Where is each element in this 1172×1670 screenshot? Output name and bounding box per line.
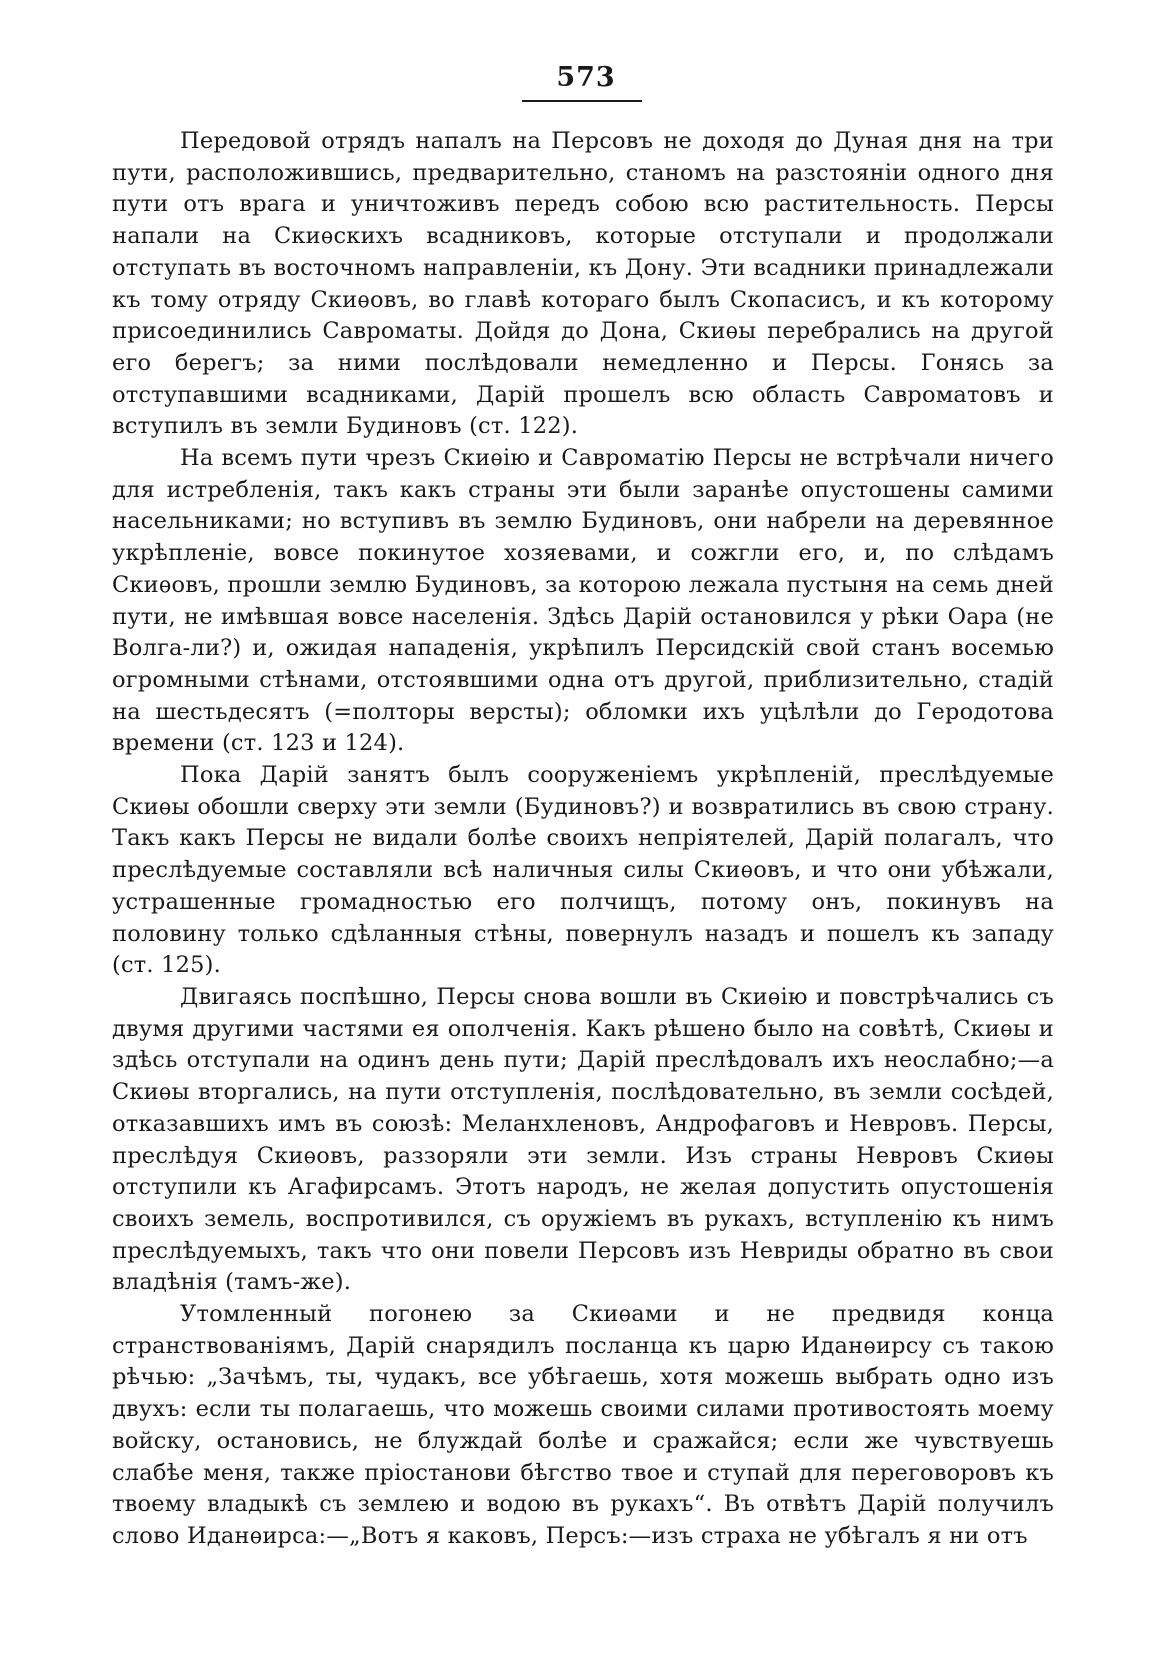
- paragraph-4: Двигаясь поспѣшно, Персы снова вошли въ Скиѳію и повстрѣчались съ двумя другими частями ея ополченія. Какъ рѣшено было на совѣтѣ, Скиѳы и здѣсь отступали на одинъ день пути; Дарій преслѣдовалъ ихъ неослабно;—а Скиѳы вторгались, на пути отступленія, послѣдовательно, въ земли сосѣдей, отказавшихъ имъ въ союзѣ: Меланхленовъ, Андрофаговъ и Невровъ. Персы, преслѣдуя Скиѳовъ, раззоряли эти земли. Изъ страны Невровъ Скиѳы отступили къ Агафирсамъ. Этотъ народъ, не желая допустить опустошенія своихъ земель, воспротивился, съ оружіемъ въ рукахъ, вступленію къ нимъ преслѣдуемыхъ, такъ что они повели Персовъ изъ Невриды обратно въ свои владѣнія (тамъ-же).: [112, 983, 1054, 1296]
- paragraph-5: Утомленный погонею за Скиѳами и не предвидя конца странствованіямъ, Дарій снарядилъ посланца къ царю Иданѳирсу съ такою рѣчью: „Зачѣмъ, ты, чудакъ, все убѣгаешь, хотя можешь выбрать одно изъ двухъ: если ты полагаешь, что можешь своими силами противостоять моему войску, остановись, не блуждай болѣе и сражайся; если же чувствуешь слабѣе меня, также пріостанови бѣгство твое и ступай для переговоровъ къ твоему владыкѣ съ землею и водою въ рукахъ“. Въ отвѣтъ Дарій получилъ слово Иданѳирса:—„Вотъ я каковъ, Персъ:—изъ страха не убѣгалъ я ни отъ: [112, 1301, 1054, 1549]
- paragraph-3: Пока Дарій занятъ былъ сооруженіемъ укрѣпленій, преслѣдуемые Скиѳы обошли сверху эти земли (Будиновъ?) и возвратились въ свою страну. Такъ какъ Персы не видали болѣе своихъ непріятелей, Дарій полагалъ, что преслѣдуемые составляли всѣ наличныя силы Скиѳовъ, и что они убѣжали, устрашенные громадностью его полчищъ, потому онъ, покинувъ на половину только сдѣланныя стѣны, повернулъ назадъ и пошелъ къ западу (ст. 125).: [112, 762, 1054, 979]
- page-number-rule: [522, 100, 642, 102]
- paragraph-2: На всемъ пути чрезъ Скиѳію и Савроматію Персы не встрѣчали ничего для истребленія, такъ какъ страны эти были заранѣе опустошены самими насельниками; но вступивъ въ землю Будиновъ, они набрели на деревянное укрѣпленіе, вовсе покинутое хозяевами, и сожгли его, и, по слѣдамъ Скиѳовъ, прошли землю Будиновъ, за которою лежала пустыня на семь дней пути, не имѣвшая вовсе населенія. Здѣсь Дарій остановился у рѣки Оара (не Волга-ли?) и, ожидая нападенія, укрѣпилъ Персидскій свой станъ восемью огромными стѣнами, отстоявшими одна отъ другой, приблизительно, стадій на шестьдесятъ (=полторы версты); обломки ихъ уцѣлѣли до Геродотова времени (ст. 123 и 124).: [112, 445, 1054, 757]
- page-number: 573: [556, 62, 616, 93]
- paragraph-1: Передовой отрядъ напалъ на Персовъ не доходя до Дуная дня на три пути, расположившись, предварительно, станомъ на разстояніи одного дня пути отъ врага и уничтоживъ передъ собою всю растительность. Персы напали на Скиѳскихъ всадниковъ, которые отступали и продолжали отступать въ восточномъ направленіи, къ Дону. Эти всадники принадлежали къ тому отряду Скиѳовъ, во главѣ котораго былъ Скопасисъ, и къ которому присоединились Савроматы. Дойдя до Дона, Скиѳы перебрались на другой его берегъ; за ними послѣдовали немедленно и Персы. Гонясь за отступавшими всадниками, Дарій прошелъ всю область Савроматовъ и вступилъ въ земли Будиновъ (ст. 122).: [112, 128, 1054, 440]
- page-body: [112, 126, 1054, 1553]
